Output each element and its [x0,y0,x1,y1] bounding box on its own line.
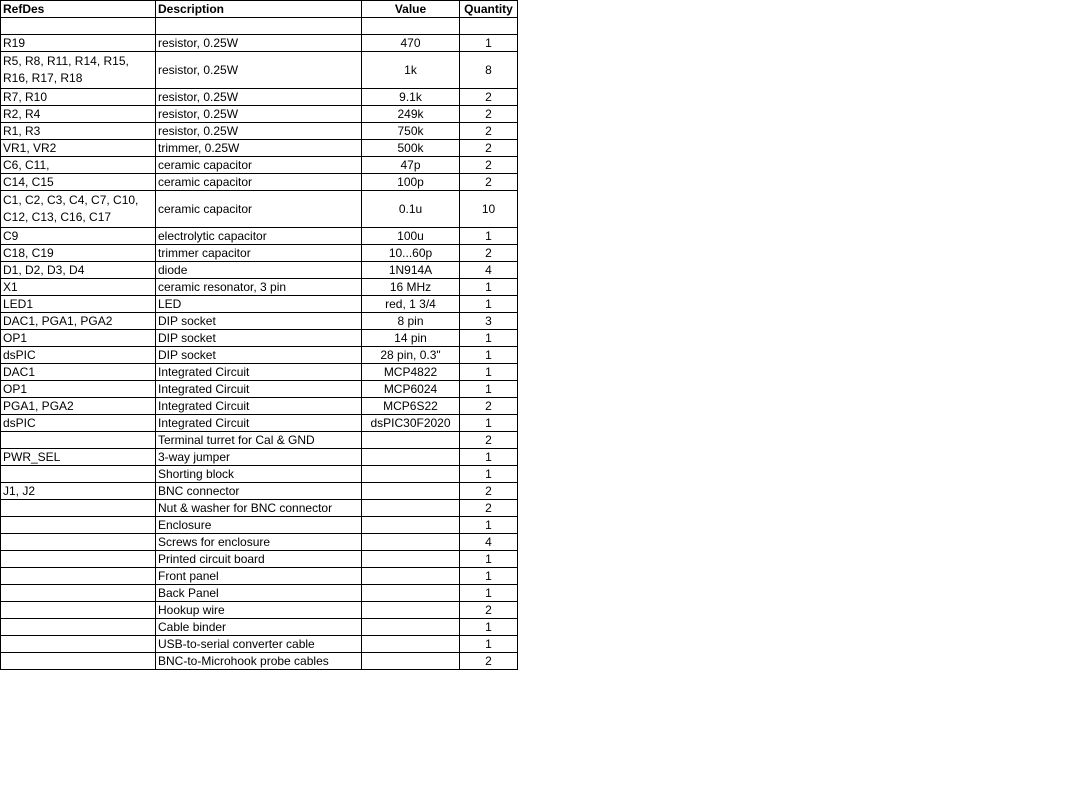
cell-quantity[interactable]: 1 [460,551,518,568]
cell-description[interactable]: Integrated Circuit [156,364,362,381]
cell-refdes[interactable] [1,432,156,449]
table-row [1,500,518,517]
cell-refdes[interactable] [1,636,156,653]
cell-quantity[interactable]: 1 [460,330,518,347]
cell-value[interactable] [362,619,460,636]
table-row [1,364,518,381]
cell-description[interactable]: ceramic resonator, 3 pin [156,279,362,296]
table-row [1,602,518,619]
table-row [1,296,518,313]
table-row [1,191,518,228]
cell-refdes[interactable] [1,653,156,670]
cell-refdes[interactable]: dsPIC [1,415,156,432]
cell-description[interactable]: Shorting block [156,466,362,483]
cell-refdes[interactable]: J1, J2 [1,483,156,500]
cell-value[interactable] [362,500,460,517]
cell-quantity[interactable]: 1 [460,619,518,636]
cell-quantity[interactable]: 1 [460,364,518,381]
cell-quantity[interactable]: 2 [460,123,518,140]
cell-value[interactable] [362,432,460,449]
table-row [1,313,518,330]
cell-refdes[interactable]: dsPIC [1,347,156,364]
cell-description[interactable]: Enclosure [156,517,362,534]
cell-value[interactable] [362,551,460,568]
cell-value[interactable]: 28 pin, 0.3" [362,347,460,364]
table-row [1,330,518,347]
cell-description[interactable]: BNC connector [156,483,362,500]
cell-empty[interactable] [156,18,362,35]
cell-refdes[interactable]: R1, R3 [1,123,156,140]
cell-refdes[interactable]: C14, C15 [1,174,156,191]
cell-description[interactable]: diode [156,262,362,279]
cell-description[interactable]: USB-to-serial converter cable [156,636,362,653]
cell-quantity[interactable]: 1 [460,466,518,483]
bom-table [0,0,518,670]
cell-refdes[interactable]: R19 [1,35,156,52]
cell-value[interactable]: 100p [362,174,460,191]
cell-description[interactable]: Integrated Circuit [156,398,362,415]
cell-description[interactable]: DIP socket [156,347,362,364]
cell-quantity[interactable]: 2 [460,653,518,670]
cell-quantity[interactable]: 1 [460,347,518,364]
table-row [1,551,518,568]
cell-description[interactable]: Integrated Circuit [156,415,362,432]
cell-quantity[interactable]: 1 [460,585,518,602]
cell-quantity[interactable]: 1 [460,517,518,534]
table-row [1,432,518,449]
table-row [1,347,518,364]
cell-quantity[interactable]: 3 [460,313,518,330]
cell-quantity[interactable]: 1 [460,35,518,52]
cell-refdes[interactable]: R2, R4 [1,106,156,123]
cell-refdes[interactable]: LED1 [1,296,156,313]
cell-value[interactable] [362,483,460,500]
cell-quantity[interactable]: 10 [460,191,518,228]
table-row [1,106,518,123]
cell-quantity[interactable]: 2 [460,174,518,191]
table-row [1,466,518,483]
cell-value[interactable]: MCP4822 [362,364,460,381]
cell-quantity[interactable]: 2 [460,432,518,449]
cell-refdes[interactable]: PWR_SEL [1,449,156,466]
cell-quantity[interactable]: 1 [460,279,518,296]
cell-quantity[interactable]: 2 [460,157,518,174]
table-row [1,123,518,140]
cell-description[interactable]: resistor, 0.25W [156,89,362,106]
cell-value[interactable] [362,568,460,585]
cell-empty[interactable] [362,18,460,35]
blank-row [1,18,518,35]
cell-quantity[interactable]: 2 [460,398,518,415]
cell-value[interactable] [362,466,460,483]
cell-refdes[interactable] [1,551,156,568]
table-row [1,653,518,670]
cell-quantity[interactable]: 1 [460,381,518,398]
cell-quantity[interactable]: 2 [460,106,518,123]
cell-refdes[interactable] [1,500,156,517]
cell-value[interactable]: MCP6S22 [362,398,460,415]
cell-quantity[interactable]: 4 [460,262,518,279]
cell-description[interactable]: Nut & washer for BNC connector [156,500,362,517]
cell-description[interactable]: Screws for enclosure [156,534,362,551]
cell-refdes[interactable] [1,619,156,636]
cell-description[interactable]: ceramic capacitor [156,191,362,228]
cell-description[interactable]: LED [156,296,362,313]
cell-description[interactable]: resistor, 0.25W [156,106,362,123]
cell-value[interactable] [362,517,460,534]
cell-description[interactable]: Front panel [156,568,362,585]
table-row [1,517,518,534]
table-row [1,35,518,52]
cell-value[interactable]: 500k [362,140,460,157]
table-row [1,483,518,500]
cell-refdes[interactable]: OP1 [1,381,156,398]
table-row [1,89,518,106]
cell-value[interactable]: dsPIC30F2020 [362,415,460,432]
cell-quantity[interactable]: 1 [460,568,518,585]
cell-description[interactable]: 3-way jumper [156,449,362,466]
cell-value[interactable]: 8 pin [362,313,460,330]
table-row [1,585,518,602]
cell-refdes[interactable]: OP1 [1,330,156,347]
table-row [1,636,518,653]
cell-description[interactable]: Terminal turret for Cal & GND [156,432,362,449]
cell-empty[interactable] [1,18,156,35]
cell-description[interactable]: ceramic capacitor [156,157,362,174]
cell-refdes[interactable] [1,585,156,602]
cell-value[interactable]: 1N914A [362,262,460,279]
cell-refdes[interactable] [1,534,156,551]
cell-description[interactable]: Cable binder [156,619,362,636]
cell-quantity[interactable]: 2 [460,140,518,157]
cell-quantity[interactable]: 8 [460,52,518,89]
cell-description[interactable]: DIP socket [156,330,362,347]
cell-description[interactable]: Hookup wire [156,602,362,619]
table-row [1,534,518,551]
table-row [1,157,518,174]
cell-value[interactable]: 470 [362,35,460,52]
cell-value[interactable]: 47p [362,157,460,174]
cell-value[interactable] [362,585,460,602]
table-row [1,449,518,466]
cell-value[interactable] [362,449,460,466]
table-row [1,228,518,245]
cell-value[interactable]: 10...60p [362,245,460,262]
table-row [1,279,518,296]
cell-refdes[interactable]: DAC1 [1,364,156,381]
cell-description[interactable]: electrolytic capacitor [156,228,362,245]
table-row [1,568,518,585]
cell-quantity[interactable]: 2 [460,602,518,619]
cell-value[interactable]: MCP6024 [362,381,460,398]
cell-refdes[interactable]: C18, C19 [1,245,156,262]
cell-refdes[interactable]: PGA1, PGA2 [1,398,156,415]
cell-refdes[interactable]: C1, C2, C3, C4, C7, C10, C12, C13, C16, C17 [1,191,156,228]
cell-refdes[interactable] [1,517,156,534]
table-row [1,174,518,191]
header-row [1,1,518,18]
cell-value[interactable] [362,636,460,653]
header-refdes[interactable]: RefDes [1,1,156,18]
cell-description[interactable]: DIP socket [156,313,362,330]
cell-value[interactable]: 100u [362,228,460,245]
table-row [1,381,518,398]
cell-description[interactable]: ceramic capacitor [156,174,362,191]
cell-empty[interactable] [460,18,518,35]
table-row [1,245,518,262]
cell-quantity[interactable]: 2 [460,245,518,262]
cell-refdes[interactable]: C9 [1,228,156,245]
table-row [1,415,518,432]
cell-quantity[interactable]: 1 [460,228,518,245]
cell-value[interactable] [362,602,460,619]
cell-description[interactable]: BNC-to-Microhook probe cables [156,653,362,670]
cell-quantity[interactable]: 4 [460,534,518,551]
cell-quantity[interactable]: 2 [460,483,518,500]
cell-value[interactable]: red, 1 3/4 [362,296,460,313]
cell-value[interactable] [362,534,460,551]
cell-refdes[interactable] [1,602,156,619]
cell-quantity[interactable]: 2 [460,500,518,517]
cell-value[interactable]: 0.1u [362,191,460,228]
cell-value[interactable]: 249k [362,106,460,123]
table-row [1,262,518,279]
header-quantity[interactable]: Quantity [460,1,518,18]
cell-refdes[interactable] [1,568,156,585]
header-value[interactable]: Value [362,1,460,18]
cell-description[interactable]: resistor, 0.25W [156,35,362,52]
cell-description[interactable]: resistor, 0.25W [156,123,362,140]
table-row [1,619,518,636]
cell-value[interactable]: 9.1k [362,89,460,106]
table-row [1,52,518,89]
cell-refdes[interactable]: C6, C11, [1,157,156,174]
table-row [1,398,518,415]
table-row [1,140,518,157]
cell-description[interactable]: Integrated Circuit [156,381,362,398]
cell-refdes[interactable]: D1, D2, D3, D4 [1,262,156,279]
cell-description[interactable]: trimmer capacitor [156,245,362,262]
cell-refdes[interactable]: VR1, VR2 [1,140,156,157]
cell-value[interactable] [362,653,460,670]
cell-refdes[interactable] [1,466,156,483]
cell-quantity[interactable]: 1 [460,636,518,653]
cell-description[interactable]: resistor, 0.25W [156,52,362,89]
cell-quantity[interactable]: 1 [460,296,518,313]
cell-refdes[interactable]: R5, R8, R11, R14, R15, R16, R17, R18 [1,52,156,89]
cell-quantity[interactable]: 1 [460,415,518,432]
cell-refdes[interactable]: R7, R10 [1,89,156,106]
cell-value[interactable]: 1k [362,52,460,89]
header-description[interactable]: Description [156,1,362,18]
cell-value[interactable]: 14 pin [362,330,460,347]
cell-description[interactable]: Back Panel [156,585,362,602]
cell-quantity[interactable]: 2 [460,89,518,106]
cell-description[interactable]: trimmer, 0.25W [156,140,362,157]
cell-value[interactable]: 16 MHz [362,279,460,296]
cell-refdes[interactable]: DAC1, PGA1, PGA2 [1,313,156,330]
cell-value[interactable]: 750k [362,123,460,140]
cell-refdes[interactable]: X1 [1,279,156,296]
cell-description[interactable]: Printed circuit board [156,551,362,568]
cell-quantity[interactable]: 1 [460,449,518,466]
